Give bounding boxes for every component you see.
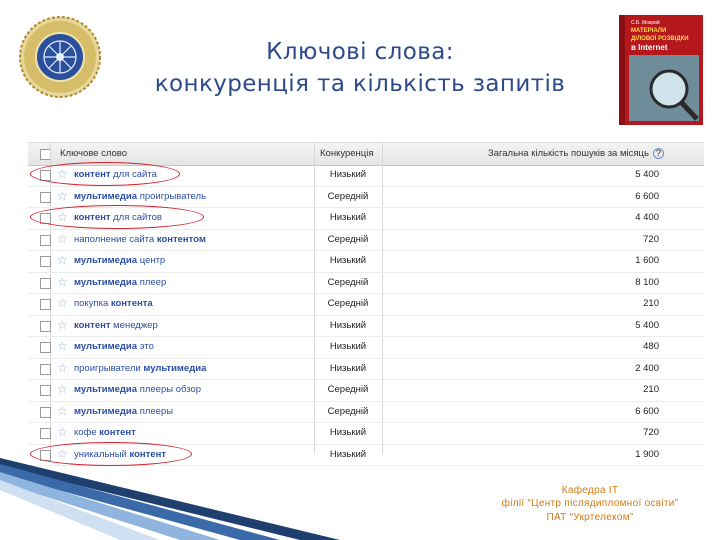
footer-line-1: Кафедра ІТ <box>561 485 619 496</box>
star-icon[interactable]: ☆ <box>57 403 68 418</box>
table-row[interactable] <box>28 251 704 273</box>
volume-value: 480 <box>643 341 659 352</box>
book-title-3: в Internet <box>631 43 668 52</box>
competition-value: Низький <box>329 448 367 460</box>
table-row[interactable] <box>28 402 704 424</box>
keyword-part: проигрыватель <box>137 190 207 202</box>
table-row[interactable] <box>28 380 704 402</box>
table-body <box>28 165 704 466</box>
competition-value: Середній <box>327 405 369 417</box>
keyword-part: кофе <box>74 427 100 438</box>
table-row[interactable] <box>28 208 704 230</box>
header-volume-label: Загальна кількість пошуків за місяць <box>488 148 649 160</box>
table-row[interactable] <box>28 294 704 316</box>
keyword-part: для сайтов <box>110 212 162 223</box>
volume-value: 8 100 <box>635 276 659 288</box>
book-cover-image <box>619 15 703 125</box>
keyword-link[interactable] <box>74 341 154 352</box>
keyword-part: контент <box>74 319 111 331</box>
keyword-link[interactable] <box>74 277 166 288</box>
footer-credits <box>470 484 710 524</box>
volume-value: 5 400 <box>635 319 659 331</box>
row-checkbox[interactable] <box>40 192 51 203</box>
book-author: С.Б. Мокрий <box>631 20 660 26</box>
table-row[interactable] <box>28 273 704 295</box>
keyword-link[interactable] <box>74 363 206 374</box>
star-icon[interactable]: ☆ <box>57 274 68 289</box>
star-icon[interactable]: ☆ <box>57 296 68 310</box>
star-icon[interactable]: ☆ <box>57 446 68 461</box>
row-checkbox[interactable] <box>40 321 51 332</box>
row-checkbox[interactable] <box>40 385 51 396</box>
keyword-part: центр <box>137 255 166 266</box>
keyword-part: контент <box>129 448 166 460</box>
keyword-link[interactable] <box>74 427 136 438</box>
volume-value: 1 600 <box>635 255 659 266</box>
keyword-part: контентом <box>156 233 206 245</box>
university-seal-logo <box>16 14 104 100</box>
keyword-part: мультимедиа <box>74 384 138 395</box>
keyword-part: наполнение сайта <box>74 233 157 245</box>
star-icon[interactable]: ☆ <box>57 360 68 375</box>
competition-value: Низький <box>329 212 367 223</box>
header-keyword[interactable]: Ключове слово <box>60 148 127 159</box>
keyword-link[interactable] <box>74 234 206 245</box>
star-icon[interactable]: ☆ <box>57 188 68 203</box>
volume-value: 6 600 <box>635 190 659 202</box>
row-checkbox[interactable] <box>40 407 51 418</box>
star-icon[interactable]: ☆ <box>57 167 68 181</box>
competition-value: Низький <box>329 427 367 438</box>
highlight-circle <box>30 162 180 186</box>
keyword-part: плееры <box>137 405 174 417</box>
table-row[interactable] <box>28 359 704 381</box>
competition-value: Низький <box>329 255 367 266</box>
highlight-circle <box>30 205 204 229</box>
table-row[interactable] <box>28 423 704 445</box>
volume-value: 210 <box>643 298 659 309</box>
keyword-part: мультимедиа <box>74 341 138 352</box>
keyword-part: мультимедиа <box>74 255 138 266</box>
volume-value: 5 400 <box>635 169 659 180</box>
star-icon[interactable]: ☆ <box>57 382 68 396</box>
keyword-link[interactable] <box>74 406 173 417</box>
volume-value: 720 <box>643 233 659 245</box>
competition-value: Низький <box>329 319 367 331</box>
header-volume[interactable] <box>488 148 664 159</box>
competition-value: Низький <box>329 341 367 352</box>
star-icon[interactable]: ☆ <box>57 253 68 267</box>
keyword-part: контент <box>74 212 111 223</box>
star-icon[interactable]: ☆ <box>57 210 68 224</box>
volume-value: 6 600 <box>635 405 659 417</box>
star-icon[interactable]: ☆ <box>57 317 68 332</box>
keyword-link[interactable] <box>74 191 206 202</box>
keyword-part: плееры обзор <box>137 384 202 395</box>
volume-value: 1 900 <box>635 448 659 460</box>
competition-value: Середній <box>327 233 369 245</box>
row-checkbox[interactable] <box>40 428 51 439</box>
book-title-2: ДІЛОВОЇ РОЗВІДКИ <box>631 36 689 42</box>
slide-title <box>100 36 620 100</box>
keyword-link[interactable] <box>74 255 165 266</box>
keyword-part: контент <box>99 427 136 438</box>
keyword-part: покупка <box>74 298 111 309</box>
volume-value: 2 400 <box>635 362 659 374</box>
table-row[interactable] <box>28 230 704 252</box>
keyword-part: это <box>137 341 154 352</box>
title-line-2: конкуренція та кількість запитів <box>154 71 566 97</box>
keyword-part: уникальный <box>74 448 130 460</box>
keyword-part: для сайта <box>110 169 157 180</box>
keyword-part: мультимедиа <box>74 276 138 288</box>
competition-value: Низький <box>329 169 367 180</box>
competition-value: Середній <box>327 384 369 395</box>
header-competition[interactable]: Конкуренція <box>320 148 374 159</box>
competition-value: Середній <box>327 298 369 309</box>
row-checkbox[interactable] <box>40 299 51 310</box>
star-icon[interactable]: ☆ <box>57 425 68 439</box>
title-line-1: Ключові слова: <box>266 39 454 65</box>
row-checkbox[interactable] <box>40 235 51 246</box>
row-checkbox[interactable] <box>40 278 51 289</box>
book-title-1: МАТЕРІАЛИ <box>631 28 667 34</box>
star-icon[interactable]: ☆ <box>57 339 68 353</box>
row-checkbox[interactable] <box>40 256 51 267</box>
table-row[interactable] <box>28 165 704 187</box>
footer-line-3: ПАТ “Укртелеком” <box>546 511 634 523</box>
keyword-part: плеер <box>137 276 167 288</box>
keyword-part: проигрыватели <box>74 362 144 374</box>
table-row[interactable] <box>28 337 704 359</box>
row-checkbox[interactable] <box>40 342 51 353</box>
keyword-link[interactable] <box>74 298 153 309</box>
volume-value: 4 400 <box>635 212 659 223</box>
table-row[interactable] <box>28 316 704 338</box>
keyword-part: мультимедиа <box>74 190 138 202</box>
keyword-link[interactable] <box>74 384 201 395</box>
star-icon[interactable]: ☆ <box>57 231 68 246</box>
keyword-part: мультимедиа <box>143 362 207 374</box>
volume-value: 210 <box>643 384 659 395</box>
row-checkbox[interactable] <box>40 364 51 375</box>
keyword-link[interactable] <box>74 320 158 331</box>
keyword-part: контент <box>74 169 111 180</box>
help-icon[interactable]: ? <box>653 148 664 159</box>
competition-value: Низький <box>329 362 367 374</box>
keyword-part: контента <box>110 298 153 309</box>
competition-value: Середній <box>327 190 369 202</box>
keyword-part: мультимедиа <box>74 405 138 417</box>
footer-line-2: філії “Центр післядипломної освіти” <box>501 498 679 510</box>
volume-value: 720 <box>643 427 659 438</box>
keyword-part: менеджер <box>110 319 158 331</box>
competition-value: Середній <box>327 276 369 288</box>
